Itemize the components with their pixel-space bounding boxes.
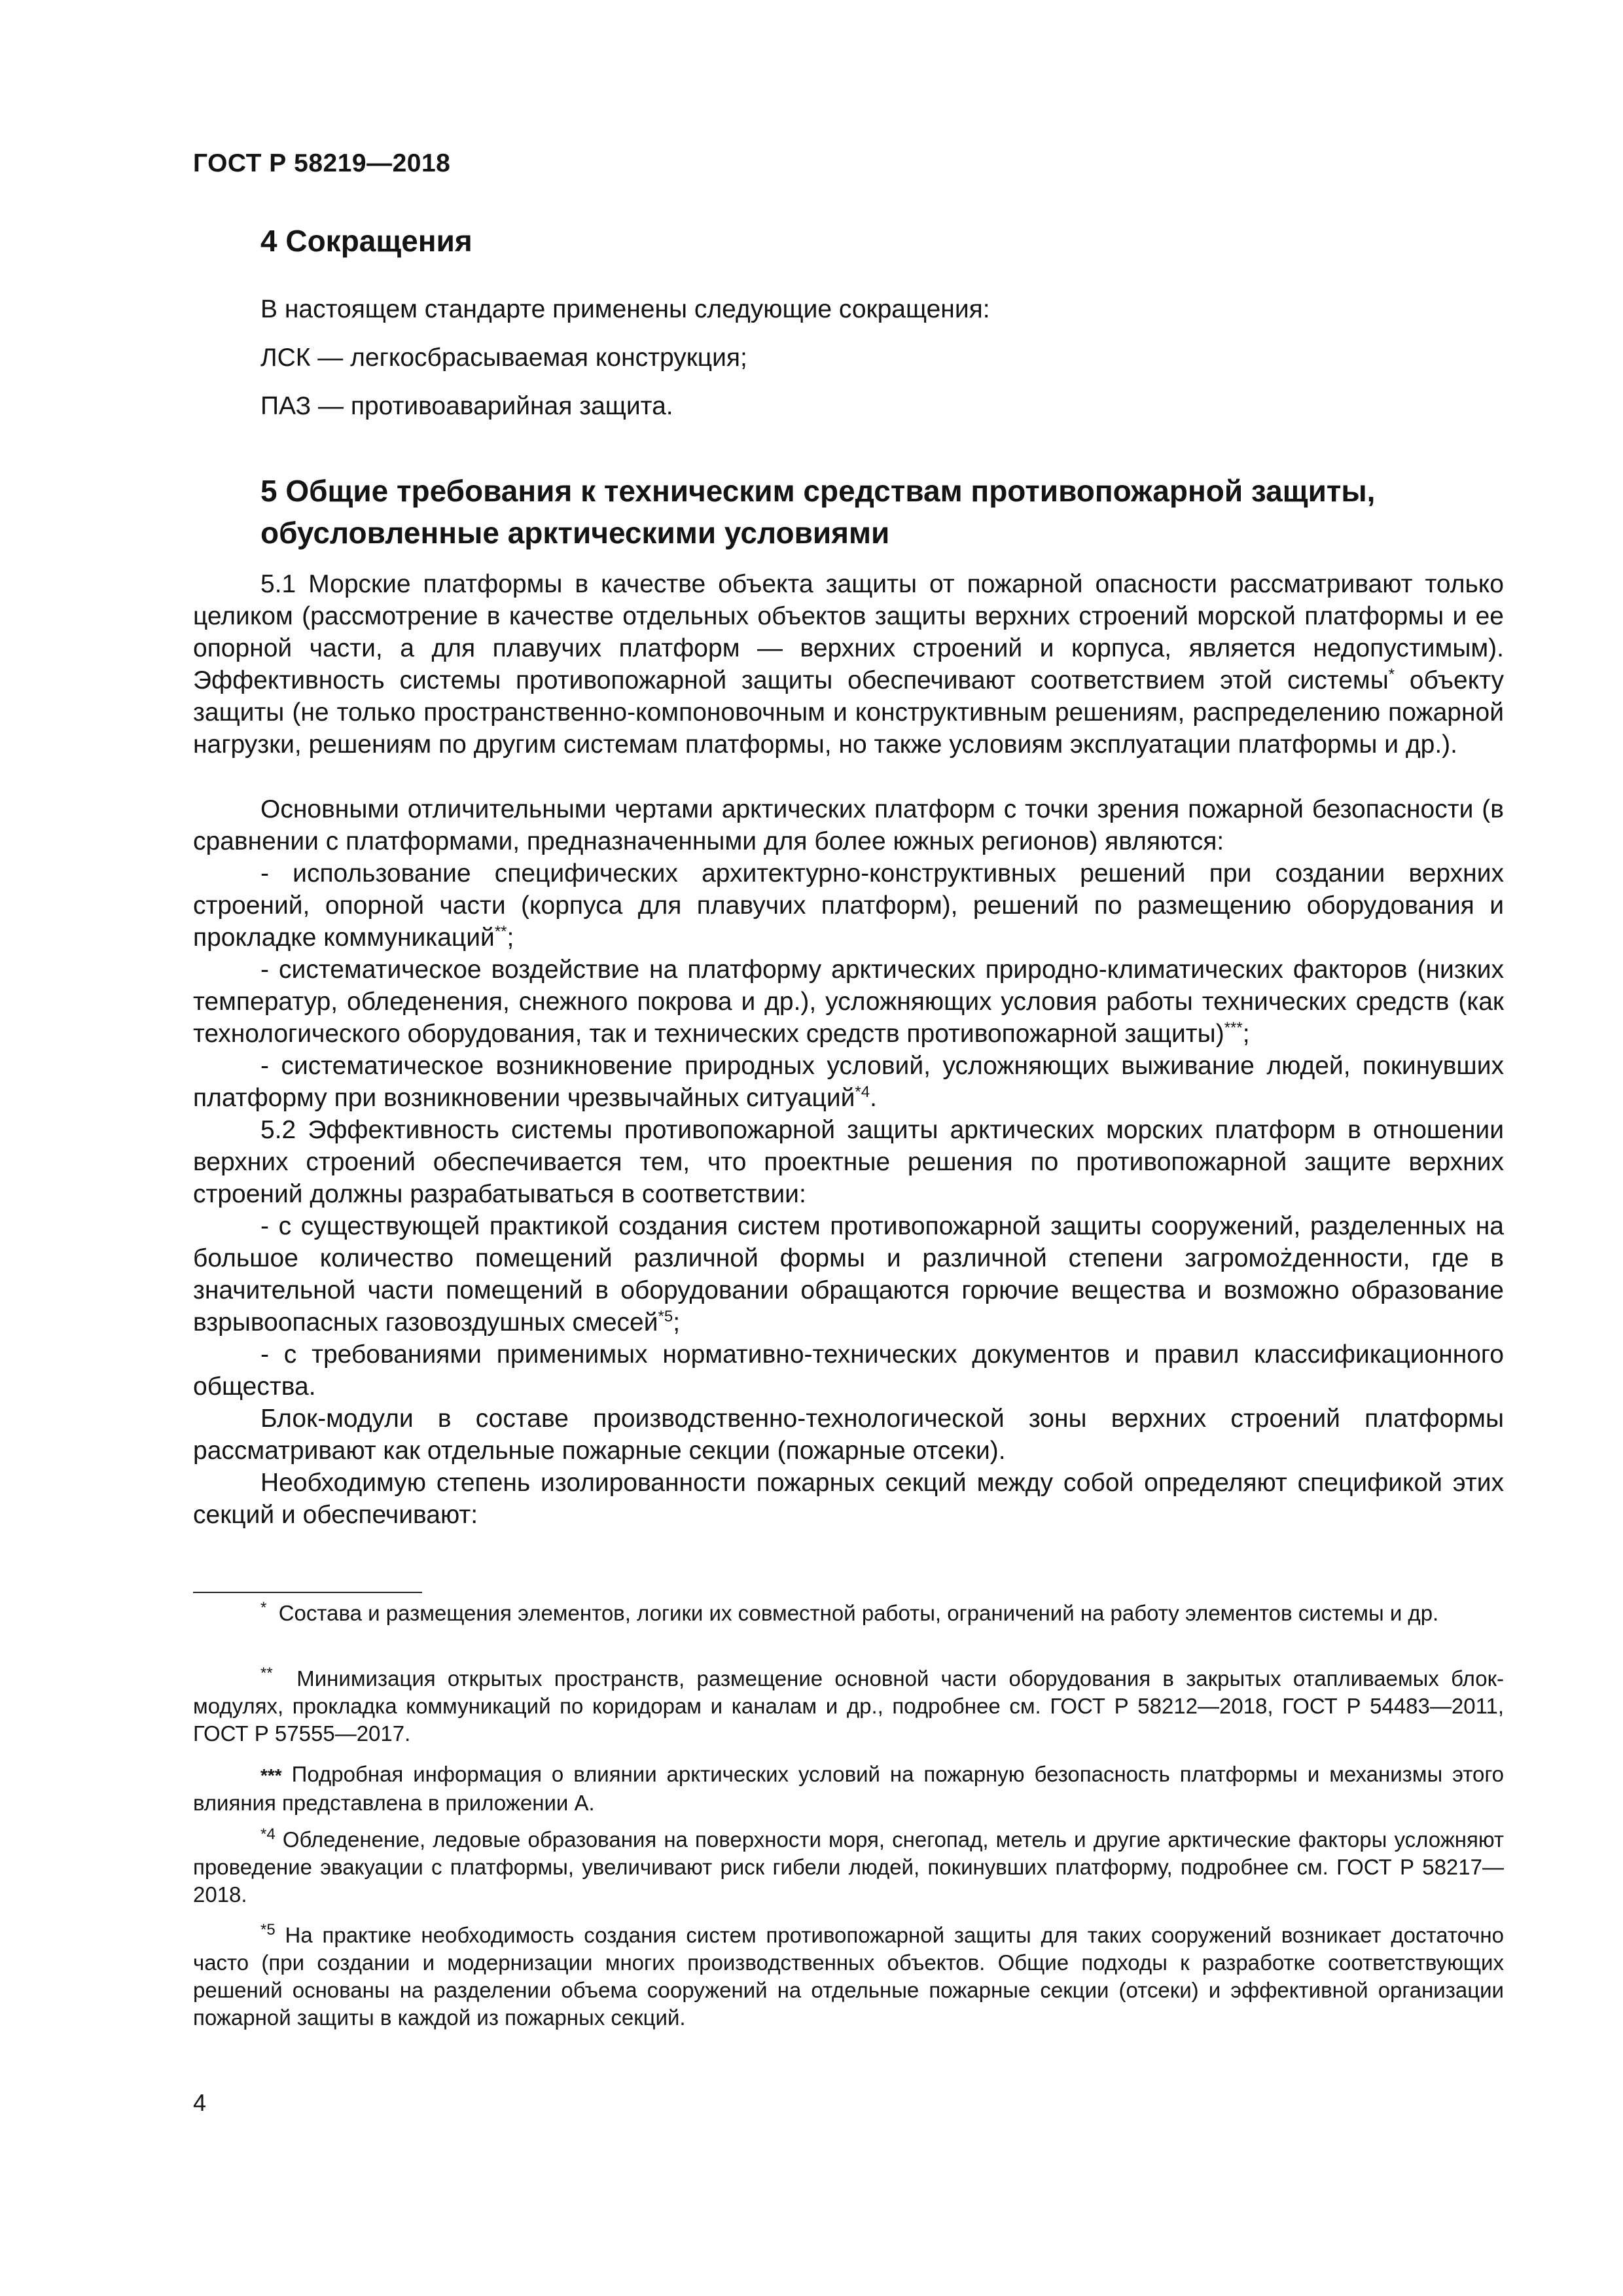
footnote-text: На практике необходимость создания систем противопожарной защиты для таких сооружений возникает достаточно часто (при создании и модернизации многих производственных объектов. Общие подходы к разработке соответствующих решений основаны на разделении объема сооружений на отдельные пожарные секции (отсеки) и эффективной организации пожарной защиты в каждой из пожарных секций. (193, 1923, 1504, 2030)
section-5-heading (260, 470, 1504, 554)
list-item-regulations: - с требованиями применимых нормативно-технических документов и правил классификационного общества. (193, 1340, 1504, 1401)
footnote-mark: *5 (260, 1921, 276, 1939)
paragraph-5-1 (193, 568, 1504, 761)
section-5-heading-line-2: обусловленные арктическими условиями (260, 516, 890, 550)
footnote-ref-4[interactable]: *4 (855, 1083, 870, 1101)
paragraph-isolation: Необходимую степень изолированности пожарных секций между собой определяют спецификой этих секций и обеспечивают: (193, 1469, 1504, 1529)
footnote-2 (193, 1665, 1504, 1748)
footnote-mark: * (260, 1599, 267, 1617)
footnote-ref-5[interactable]: *5 (658, 1308, 673, 1325)
footnote-separator (193, 1592, 422, 1593)
footnote-ref-1[interactable]: * (1388, 666, 1395, 683)
abbreviation-item: ЛСК — легкосбрасываемая конструкция; (260, 344, 747, 372)
list-item-architecture: - использование специфических архитектурно-конструктивных решений при создании верхних строений, опорной части (корпуса для плавучих платформ), решений по размещению оборудования и прокладке коммуникаций**; (193, 859, 1504, 952)
list-item-text: - систематическое возникновение природных условий, усложняющих выживание людей, покинувших платформу при возникновении чрезвычайных ситуаций (193, 1052, 1504, 1112)
footnote-text: Подробная информация о влиянии арктических условий на пожарную безопасность платформы и механизмы этого влияния представлена в приложении А. (193, 1762, 1504, 1815)
section-4-heading: 4 Сокращения (260, 224, 473, 258)
list-item-practice: - с существующей практикой создания систем противопожарной защиты сооружений, разделенных на большое количество помещений различной формы и различной степени загромożденности, где в значительной части помещений в оборудовании обращаются горючие вещества и возможно образование взрывоопасных газовоздушных смесей$^{*5}$; (193, 1212, 1504, 1336)
list-item-survival: - систематическое возникновение природных условий, усложняющих выживание людей, покинувших платформу при возникновении чрезвычайных ситуаций$^{*4}$. (193, 1052, 1504, 1112)
footnote-mark: *** (260, 1765, 282, 1785)
paragraph-5-1-part-a: 5.1 Морские платформы в качестве объекта защиты от пожарной опасности рассматривают только целиком (рассмотрение в качестве отдельных объектов защиты верхних строений морской платформы и ее опорной части, а для плавучих платформ — верхних строений и корпуса, является недопустимым). Эффективность системы противопожарной защиты обеспечивают соответствием этой системы (193, 570, 1504, 694)
page-number: 4 (193, 2089, 207, 2116)
footnote-ref-2[interactable]: ** (494, 923, 507, 941)
footnote-3 (193, 1761, 1504, 1817)
footnote-ref-3[interactable]: *** (1224, 1019, 1243, 1037)
abbreviation-item: ПАЗ — противоаварийная защита. (260, 392, 673, 420)
footnote-text: Состава и размещения элементов, логики их совместной работы, ограничений на работу элементов системы и др. (278, 1601, 1439, 1625)
footnote-4 (193, 1826, 1504, 1909)
footnote-mark: ** (260, 1664, 273, 1682)
footnote-text: Обледенение, ледовые образования на поверхности моря, снегопад, метель и другие арктические факторы усложняют проведение эвакуации с платформы, увеличивают риск гибели людей, покинувших платформу, подробнее см. ГОСТ Р 58217—2018. (193, 1827, 1505, 1907)
footnote-text: Минимизация открытых пространств, размещение основной части оборудования в закрытых отапливаемых блок-модулях, прокладка коммуникаций по коридорам и каналам и др., подробнее см. ГОСТ Р 58212—2018, ГОСТ Р 54483—2011, ГОСТ Р 57555—2017. (193, 1666, 1504, 1746)
paragraph-5-2: 5.2 Эффективность системы противопожарной защиты арктических морских платформ в отношении верхних строений обеспечивается тем, что проектные решения по противопожарной защите верхних строений должны разрабатываться в соответствии: (193, 1116, 1504, 1208)
list-item-text: - с существующей практикой создания систем противопожарной защиты сооружений, разделенных на большое количество помещений различной формы и различной степени загромożденности, где в значительной части помещений в оборудовании обращаются горючие вещества и возможно образование взрывоопасных газовоздушных смесей (193, 1212, 1504, 1336)
footnote-1 (193, 1600, 1504, 1627)
list-item-text: - использование специфических архитектурно-конструктивных решений при создании верхних строений, опорной части (корпуса для плавучих платформ), решений по размещению оборудования и прокладке коммуникаций (193, 859, 1504, 952)
footnote-5 (193, 1922, 1504, 2032)
document-code: ГОСТ Р 58219—2018 (193, 149, 451, 177)
footnote-mark: *4 (260, 1825, 276, 1843)
paragraph-5-1-part-b: объекту защиты (не только пространственно-компоновочным и конструктивным решениям, распределению пожарной нагрузки, решениям по другим системам платформы, но также условиям эксплуатации платформы и др.). (193, 666, 1504, 759)
paragraph-features: Основными отличительными чертами арктических платформ с точки зрения пожарной безопасности (в сравнении с платформами, предназначенными для более южных регионов) являются: (193, 795, 1504, 855)
section-5-heading-line-1: 5 Общие требования к техническим средствам противопожарной защиты, (260, 474, 1376, 508)
paragraph-block-modules: Блок-модули в составе производственно-технологической зоны верхних строений платформы рассматривают как отдельные пожарные секции (пожарные отсеки). (193, 1405, 1504, 1465)
section-4-intro: В настоящем стандарте применены следующие сокращения: (260, 295, 990, 323)
list-item-text: - систематическое воздействие на платформу арктических природно-климатических факторов (низких температур, обледенения, снежного покрова и др.), усложняющих условия работы технических средств (как технологического оборудования, так и технических средств противопожарной защиты) (193, 956, 1504, 1048)
list-item-climate: - систематическое воздействие на платформу арктических природно-климатических факторов (низких температур, обледенения, снежного покрова и др.), усложняющих условия работы технических средств (как технологического оборудования, так и технических средств противопожарной защиты)***; (193, 956, 1504, 1048)
